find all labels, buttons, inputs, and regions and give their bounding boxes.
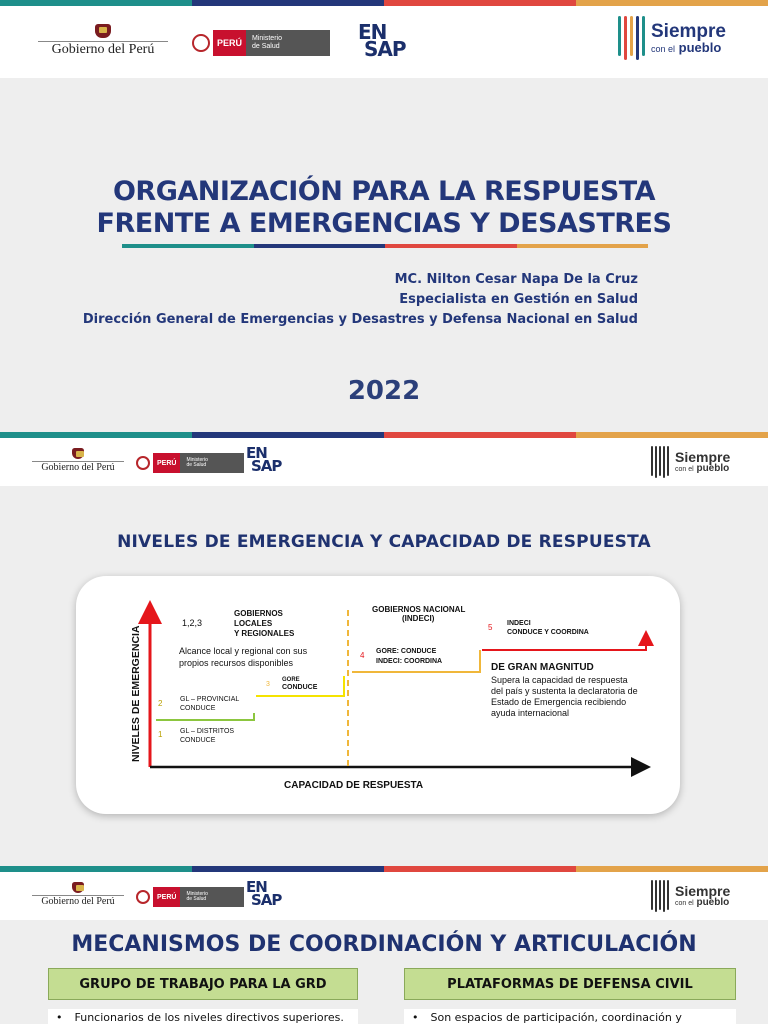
n1-l1: GL – DISTRITOS: [180, 728, 235, 735]
slide-3: [0, 866, 768, 1024]
crest-icon: [95, 24, 111, 38]
n3: 3: [266, 681, 270, 688]
x-axis-label: CAPACIDAD DE RESPUESTA: [284, 780, 424, 791]
minsa-logo: PERÚ Ministerio de Salud: [136, 453, 244, 473]
n2: 2: [158, 699, 163, 708]
y-axis-label: NIVELES DE EMERGENCIA: [130, 625, 142, 762]
siempre-logo: Siempre con el pueblo: [651, 446, 730, 478]
gobierno-logo: Gobierno del Perú: [32, 448, 124, 473]
n3-l1: GORE: [282, 677, 300, 683]
logo-header: [0, 6, 768, 78]
crest-icon: [72, 448, 84, 459]
shield-icon: [192, 34, 210, 52]
siempre-bars-icon: [651, 880, 669, 912]
gobierno-text: Gobierno del Perú: [51, 42, 155, 57]
grupo-trabajo-box: GRUPO DE TRABAJO PARA LA GRD: [48, 968, 358, 1000]
gran-3: Estado de Emergencia recibiendo: [491, 697, 627, 707]
ensap-logo: EN SAP: [246, 444, 282, 475]
bullet-right: • Son espacios de participación, coordinación y: [404, 1009, 736, 1024]
ministerio-label: Ministerio de Salud: [246, 30, 330, 56]
peru-label: PERÚ: [213, 30, 246, 56]
shield-icon: [136, 456, 150, 470]
gran-1: Supera la capacidad de respuesta: [491, 675, 628, 685]
slide-title: NIVELES DE EMERGENCIA Y CAPACIDAD DE RESPUESTA: [117, 532, 651, 552]
siempre-logo: Siempre con el pueblo: [651, 880, 730, 912]
siempre-logo: Siempre con el pueblo: [618, 16, 726, 60]
author-block: MC. Nilton Cesar Napa De la Cruz Especialista en Gestión en Salud Dirección General de Emergencias y Desastres y Defensa Nacional en Salud: [82, 272, 638, 327]
gran-2: del país y sustenta la declaratoria de: [491, 686, 638, 696]
siempre-bars-icon: [651, 446, 669, 478]
gobierno-logo: [38, 24, 168, 58]
n2-l2: CONDUCE: [180, 705, 216, 712]
year: 2022: [347, 376, 421, 406]
level-5-line: [482, 634, 646, 650]
gob-locales-3: Y REGIONALES: [234, 629, 295, 638]
logo-header: [0, 872, 768, 920]
alcance-1: Alcance local y regional con sus: [179, 646, 308, 656]
n2-l1: GL – PROVINCIAL: [180, 696, 240, 703]
gob-locales-2: LOCALES: [234, 619, 273, 628]
ensap-logo: EN SAP: [246, 878, 282, 909]
crest-icon: [72, 882, 84, 893]
minsa-logo: PERÚ Ministerio de Salud: [136, 887, 244, 907]
ensap-logo: EN SAP: [358, 20, 406, 61]
gob-nacional-2: (INDECI): [402, 614, 435, 623]
gran-4: ayuda internacional: [491, 708, 570, 718]
n1: 1: [158, 730, 163, 739]
slide-2: [0, 432, 768, 868]
slide-title: MECANISMOS DE COORDINACIÓN Y ARTICULACIÓN: [71, 932, 697, 957]
n5: 5: [488, 623, 493, 632]
n5-l1: INDECI: [507, 620, 531, 627]
gob-locales-1: GOBIERNOS: [234, 609, 283, 618]
presentation-title: ORGANIZACIÓN PARA LA RESPUESTA FRENTE A EMERGENCIAS Y DESASTRES: [96, 176, 672, 239]
n4-l1: GORE: CONDUCE: [376, 648, 437, 655]
minsa-logo: [192, 30, 330, 56]
shield-icon: [136, 890, 150, 904]
n5-l2: CONDUCE Y COORDINA: [507, 629, 589, 636]
level-1-line: [156, 713, 254, 720]
n4-l2: INDECI: COORDINA: [376, 658, 443, 665]
levels-123: 1,2,3: [182, 618, 203, 628]
bullet-left: • Funcionarios de los niveles directivos superiores.: [48, 1009, 358, 1024]
siempre-bars-icon: [618, 16, 645, 60]
emergency-levels-diagram: [76, 576, 680, 814]
gobierno-logo: Gobierno del Perú: [32, 882, 124, 907]
title-underline: [122, 244, 648, 248]
slide-1: [0, 0, 768, 432]
n1-l2: CONDUCE: [180, 737, 216, 744]
alcance-2: propios recursos disponibles: [179, 658, 294, 668]
plataformas-box: PLATAFORMAS DE DEFENSA CIVIL: [404, 968, 736, 1000]
n4: 4: [360, 651, 365, 660]
n3-l2: CONDUCE: [282, 684, 318, 691]
gran-title: DE GRAN MAGNITUD: [491, 662, 594, 673]
logo-header: [0, 438, 768, 486]
gob-nacional-1: GOBIERNOS NACIONAL: [372, 605, 466, 614]
